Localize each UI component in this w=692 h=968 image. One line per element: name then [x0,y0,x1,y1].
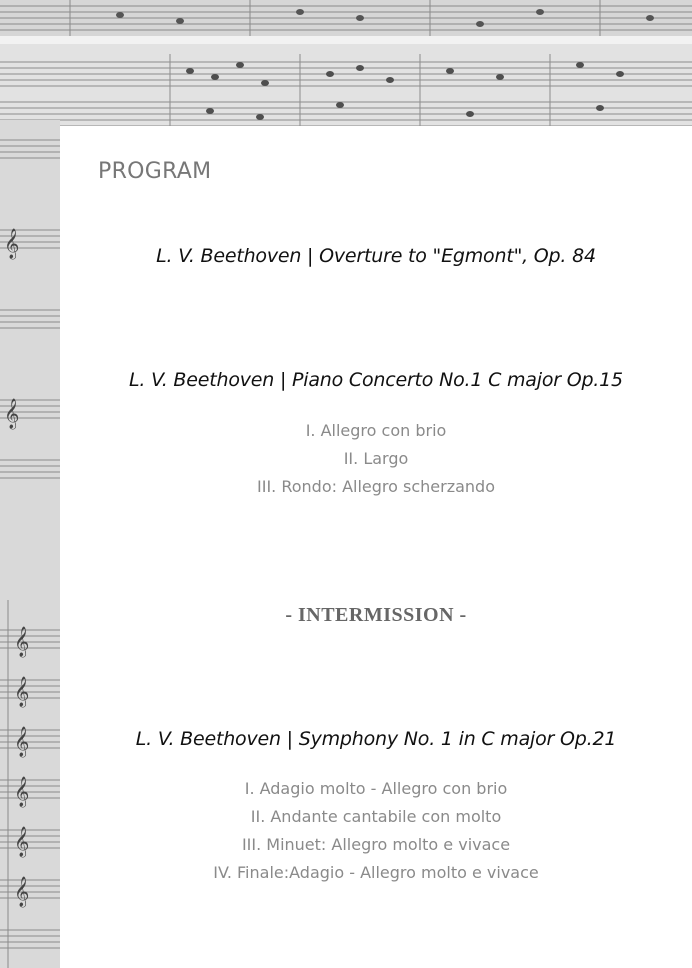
staff-lines-top [0,0,692,36]
movement-item: I. Allegro con brio [305,421,447,440]
sheet-music-background-top [0,0,692,36]
svg-text:𝄞: 𝄞 [14,777,30,807]
sheet-music-background-left [0,120,60,968]
svg-text:𝄞: 𝄞 [4,229,20,259]
movement-item: II. Largo [343,449,409,468]
work-title-symphony: L. V. Beethoven | Symphony No. 1 in C major Op.21 [135,728,617,750]
program-heading: PROGRAM [98,159,212,184]
movement-item: III. Rondo: Allegro scherzando [257,477,495,496]
svg-text:𝄞: 𝄞 [14,827,30,857]
movement-list-symphony [60,775,692,887]
svg-text:𝄞: 𝄞 [14,727,30,757]
intermission-label: - INTERMISSION - [285,604,467,626]
movement-list-piano-concerto [60,417,692,501]
svg-text:𝄞: 𝄞 [4,399,20,429]
staff-lines-left [0,120,60,968]
svg-text:𝄞: 𝄞 [14,627,30,657]
staff-lines-band [0,44,692,128]
svg-text:𝄞: 𝄞 [14,677,30,707]
movement-item: II. Andante cantabile con molto [250,807,502,826]
program-card [60,126,692,968]
sheet-music-background-band [0,44,692,128]
svg-text:𝄞: 𝄞 [14,877,30,907]
movement-item: I. Adagio molto - Allegro con brio [244,779,508,798]
work-title-egmont: L. V. Beethoven | Overture to "Egmont", Op. 84 [156,245,596,267]
movement-item: IV. Finale:Adagio - Allegro molto e vivace [213,863,539,882]
movement-item: III. Minuet: Allegro molto e vivace [241,835,511,854]
work-title-piano-concerto: L. V. Beethoven | Piano Concerto No.1 C major Op.15 [129,369,623,391]
